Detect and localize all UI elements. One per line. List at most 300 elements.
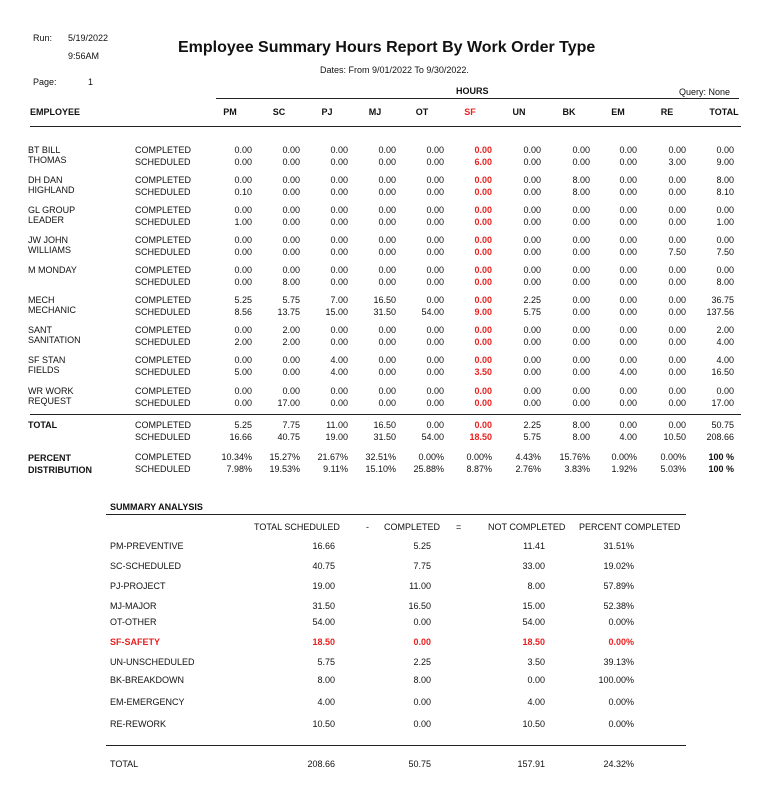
total-value: 31.50 xyxy=(373,432,396,442)
cell-value: 0.00 xyxy=(474,277,492,287)
cell-value: 9.00 xyxy=(474,307,492,317)
status-completed: COMPLETED xyxy=(135,265,192,275)
summary-row-name: PM-PREVENTIVE xyxy=(110,541,184,551)
employee-name: SANT SANITATION xyxy=(28,325,81,345)
summary-completed: 0.00 xyxy=(413,719,431,729)
employee-name: DH DAN HIGHLAND xyxy=(28,175,75,195)
cell-value: 0.00 xyxy=(426,145,444,155)
total-value: 54.00 xyxy=(421,432,444,442)
cell-value: 0.00 xyxy=(619,398,637,408)
cell-value: 0.00 xyxy=(474,145,492,155)
cell-value: 0.00 xyxy=(378,157,396,167)
status-completed: COMPLETED xyxy=(135,145,192,155)
total-rule xyxy=(30,414,741,415)
percent-value: 15.10% xyxy=(365,464,396,474)
summary-percent: 57.89% xyxy=(603,581,634,591)
summary-not-completed: 15.00 xyxy=(522,601,545,611)
cell-value: 0.00 xyxy=(572,235,590,245)
cell-value: 0.00 xyxy=(282,217,300,227)
cell-value: 0.00 xyxy=(378,205,396,215)
cell-value: 0.00 xyxy=(426,277,444,287)
summary-not-completed: 3.50 xyxy=(527,657,545,667)
percent-value: 0.00% xyxy=(466,452,492,462)
cell-value: 6.00 xyxy=(474,157,492,167)
percent-value: 21.67% xyxy=(317,452,348,462)
cell-value: 0.00 xyxy=(619,217,637,227)
total-value: 40.75 xyxy=(277,432,300,442)
cell-value: 0.00 xyxy=(474,217,492,227)
cell-value: 0.00 xyxy=(426,157,444,167)
total-value: 18.50 xyxy=(469,432,492,442)
total-value: 0.00 xyxy=(619,420,637,430)
status-scheduled: SCHEDULED xyxy=(135,367,191,377)
percent-value: 9.11% xyxy=(323,464,348,474)
total-value: 8.00 xyxy=(572,420,590,430)
cell-value: 0.00 xyxy=(668,175,686,185)
cell-value: 5.75 xyxy=(282,295,300,305)
column-header-un: UN xyxy=(512,107,526,117)
cell-value: 0.00 xyxy=(378,265,396,275)
run-label: Run: xyxy=(33,33,53,43)
summary-percent: 0.00% xyxy=(608,697,634,707)
cell-value: 1.00 xyxy=(716,217,734,227)
summary-completed: 7.75 xyxy=(413,561,431,571)
cell-value: 0.00 xyxy=(523,386,541,396)
cell-value: 0.00 xyxy=(572,205,590,215)
status-scheduled: SCHEDULED xyxy=(135,187,191,197)
column-header-em: EM xyxy=(611,107,625,117)
cell-value: 0.00 xyxy=(378,355,396,365)
total-value: 16.50 xyxy=(373,420,396,430)
total-value: 2.25 xyxy=(523,420,541,430)
cell-value: 8.00 xyxy=(572,187,590,197)
header-rule xyxy=(30,126,741,127)
percent-value: 10.34% xyxy=(221,452,252,462)
column-header-sf: SF xyxy=(464,107,476,117)
cell-value: 0.00 xyxy=(378,145,396,155)
total-value: 5.75 xyxy=(523,432,541,442)
cell-value: 0.00 xyxy=(330,235,348,245)
cell-value: 0.00 xyxy=(378,175,396,185)
cell-value: 0.00 xyxy=(330,217,348,227)
cell-value: 0.00 xyxy=(474,398,492,408)
cell-value: 0.00 xyxy=(426,205,444,215)
cell-value: 0.00 xyxy=(668,277,686,287)
cell-value: 0.00 xyxy=(619,337,637,347)
cell-value: 0.00 xyxy=(234,277,252,287)
summary-header-equals: = xyxy=(456,522,462,532)
cell-value: 0.00 xyxy=(523,187,541,197)
cell-value: 0.00 xyxy=(234,398,252,408)
column-header-total: TOTAL xyxy=(709,107,739,117)
percent-value: 2.76% xyxy=(515,464,541,474)
cell-value: 0.00 xyxy=(234,145,252,155)
cell-value: 0.00 xyxy=(330,205,348,215)
employee-name: SF STAN FIELDS xyxy=(28,355,66,375)
cell-value: 0.00 xyxy=(330,265,348,275)
cell-value: 2.00 xyxy=(234,337,252,347)
cell-value: 0.00 xyxy=(668,367,686,377)
summary-completed: 5.25 xyxy=(413,541,431,551)
cell-value: 0.00 xyxy=(572,145,590,155)
summary-percent: 100.00% xyxy=(598,675,634,685)
cell-value: 0.00 xyxy=(330,277,348,287)
cell-value: 0.00 xyxy=(378,187,396,197)
cell-value: 7.50 xyxy=(716,247,734,257)
cell-value: 0.00 xyxy=(572,295,590,305)
summary-completed: 8.00 xyxy=(413,675,431,685)
summary-not-completed: 33.00 xyxy=(522,561,545,571)
column-header-pj: PJ xyxy=(321,107,333,117)
summary-row-name: MJ-MAJOR xyxy=(110,601,157,611)
cell-value: 4.00 xyxy=(330,355,348,365)
cell-value: 0.00 xyxy=(572,398,590,408)
status-scheduled: SCHEDULED xyxy=(135,157,191,167)
cell-value: 0.00 xyxy=(378,367,396,377)
cell-value: 0.00 xyxy=(234,205,252,215)
cell-value: 16.50 xyxy=(711,367,734,377)
page-label: Page: xyxy=(33,77,57,87)
summary-not-completed: 8.00 xyxy=(527,581,545,591)
cell-value: 0.00 xyxy=(523,157,541,167)
column-header-pm: PM xyxy=(223,107,237,117)
total-value: 11.00 xyxy=(326,420,348,430)
total-value: 0.00 xyxy=(474,420,492,430)
percent-value: 15.76% xyxy=(559,452,590,462)
employee-name: JW JOHN WILLIAMS xyxy=(28,235,72,255)
cell-value: 0.00 xyxy=(619,247,637,257)
cell-value: 0.00 xyxy=(668,325,686,335)
cell-value: 4.00 xyxy=(716,337,734,347)
summary-percent: 31.51% xyxy=(603,541,634,551)
distribution-label: DISTRIBUTION xyxy=(28,465,92,475)
employee-name: MECH MECHANIC xyxy=(28,295,77,315)
summary-scheduled: 31.50 xyxy=(312,601,335,611)
cell-value: 0.00 xyxy=(668,386,686,396)
cell-value: 4.00 xyxy=(330,367,348,377)
cell-value: 0.00 xyxy=(572,277,590,287)
cell-value: 0.00 xyxy=(234,247,252,257)
cell-value: 8.00 xyxy=(716,277,734,287)
cell-value: 0.00 xyxy=(426,175,444,185)
cell-value: 0.00 xyxy=(474,355,492,365)
total-value: 0.00 xyxy=(668,420,686,430)
total-value: 7.75 xyxy=(282,420,300,430)
cell-value: 0.00 xyxy=(523,205,541,215)
percent-value: 7.98% xyxy=(226,464,252,474)
cell-value: 0.00 xyxy=(523,235,541,245)
cell-value: 0.00 xyxy=(426,235,444,245)
run-date: 5/19/2022 xyxy=(68,33,109,43)
cell-value: 0.00 xyxy=(668,145,686,155)
report-title: Employee Summary Hours Report By Work Order Type xyxy=(178,39,596,56)
cell-value: 15.00 xyxy=(325,307,348,317)
cell-value: 0.00 xyxy=(572,367,590,377)
percent-value: 5.03% xyxy=(660,464,686,474)
summary-completed: 16.50 xyxy=(408,601,431,611)
cell-value: 0.00 xyxy=(330,175,348,185)
cell-value: 0.00 xyxy=(378,398,396,408)
status-completed: COMPLETED xyxy=(135,355,192,365)
summary-row-name: OT-OTHER xyxy=(110,617,157,627)
cell-value: 0.00 xyxy=(619,205,637,215)
summary-scheduled: 54.00 xyxy=(312,617,335,627)
cell-value: 0.00 xyxy=(572,217,590,227)
status-completed: COMPLETED xyxy=(135,452,192,462)
cell-value: 0.00 xyxy=(668,355,686,365)
summary-completed: 0.00 xyxy=(413,637,431,647)
cell-value: 0.00 xyxy=(619,265,637,275)
cell-value: 0.00 xyxy=(282,235,300,245)
cell-value: 16.50 xyxy=(373,295,396,305)
percent-value: 4.43% xyxy=(515,452,541,462)
cell-value: 2.25 xyxy=(523,295,541,305)
cell-value: 0.00 xyxy=(523,145,541,155)
cell-value: 9.00 xyxy=(716,157,734,167)
cell-value: 31.50 xyxy=(373,307,396,317)
cell-value: 0.00 xyxy=(426,295,444,305)
cell-value: 0.00 xyxy=(330,398,348,408)
percent-value: 25.88% xyxy=(413,464,444,474)
cell-value: 0.00 xyxy=(234,235,252,245)
summary-row-name: SF-SAFETY xyxy=(110,637,161,647)
total-value: 8.00 xyxy=(572,432,590,442)
summary-percent: 0.00% xyxy=(608,637,634,647)
cell-value: 0.00 xyxy=(668,398,686,408)
total-value: 19.00 xyxy=(325,432,348,442)
cell-value: 0.00 xyxy=(426,386,444,396)
cell-value: 2.00 xyxy=(282,325,300,335)
cell-value: 0.00 xyxy=(619,386,637,396)
cell-value: 0.00 xyxy=(474,265,492,275)
summary-row-name: SC-SCHEDULED xyxy=(110,561,182,571)
cell-value: 0.00 xyxy=(619,355,637,365)
cell-value: 0.00 xyxy=(378,386,396,396)
cell-value: 54.00 xyxy=(421,307,444,317)
summary-scheduled: 19.00 xyxy=(312,581,335,591)
status-completed: COMPLETED xyxy=(135,175,192,185)
cell-value: 0.00 xyxy=(523,247,541,257)
summary-total-completed: 50.75 xyxy=(408,759,431,769)
column-header-mj: MJ xyxy=(368,107,382,117)
summary-header-percent: PERCENT COMPLETED xyxy=(579,522,681,532)
cell-value: 0.00 xyxy=(716,265,734,275)
cell-value: 8.00 xyxy=(572,175,590,185)
percent-label: PERCENT xyxy=(28,453,72,463)
cell-value: 0.00 xyxy=(282,247,300,257)
percent-value: 15.27% xyxy=(269,452,300,462)
summary-row-name: UN-UNSCHEDULED xyxy=(110,657,195,667)
cell-value: 0.00 xyxy=(234,265,252,275)
cell-value: 0.00 xyxy=(426,247,444,257)
summary-total-percent: 24.32% xyxy=(603,759,634,769)
cell-value: 0.00 xyxy=(378,277,396,287)
cell-value: 0.00 xyxy=(330,247,348,257)
status-scheduled: SCHEDULED xyxy=(135,217,191,227)
date-range: Dates: From 9/01/2022 To 9/30/2022. xyxy=(320,65,469,75)
cell-value: 8.10 xyxy=(716,187,734,197)
total-label: TOTAL xyxy=(28,420,58,430)
cell-value: 137.56 xyxy=(706,307,734,317)
summary-completed: 0.00 xyxy=(413,617,431,627)
column-header-re: RE xyxy=(660,107,674,117)
cell-value: 0.00 xyxy=(668,217,686,227)
cell-value: 13.75 xyxy=(277,307,300,317)
cell-value: 0.00 xyxy=(234,157,252,167)
cell-value: 0.00 xyxy=(716,386,734,396)
percent-value: 8.87% xyxy=(466,464,492,474)
cell-value: 0.00 xyxy=(668,295,686,305)
cell-value: 5.75 xyxy=(523,307,541,317)
cell-value: 0.00 xyxy=(282,265,300,275)
summary-completed: 2.25 xyxy=(413,657,431,667)
cell-value: 1.00 xyxy=(234,217,252,227)
cell-value: 0.00 xyxy=(474,325,492,335)
query-label: Query: None xyxy=(679,87,731,97)
status-scheduled: SCHEDULED xyxy=(135,464,191,474)
summary-scheduled: 8.00 xyxy=(317,675,335,685)
column-header-ot: OT xyxy=(415,107,429,117)
total-value: 5.25 xyxy=(234,420,252,430)
summary-not-completed: 54.00 xyxy=(522,617,545,627)
cell-value: 0.00 xyxy=(474,235,492,245)
cell-value: 0.00 xyxy=(330,187,348,197)
cell-value: 0.00 xyxy=(474,295,492,305)
summary-row-name: RE-REWORK xyxy=(110,719,166,729)
cell-value: 0.00 xyxy=(572,307,590,317)
cell-value: 0.00 xyxy=(426,325,444,335)
summary-completed: 0.00 xyxy=(413,697,431,707)
cell-value: 7.50 xyxy=(668,247,686,257)
status-scheduled: SCHEDULED xyxy=(135,307,191,317)
cell-value: 0.00 xyxy=(234,325,252,335)
cell-value: 5.25 xyxy=(234,295,252,305)
employee-name: GL GROUP LEADER xyxy=(28,205,76,225)
summary-not-completed: 10.50 xyxy=(522,719,545,729)
percent-value: 0.00% xyxy=(418,452,444,462)
cell-value: 8.00 xyxy=(282,277,300,287)
cell-value: 0.00 xyxy=(282,367,300,377)
summary-scheduled: 10.50 xyxy=(312,719,335,729)
summary-scheduled: 16.66 xyxy=(312,541,335,551)
employee-name: M MONDAY xyxy=(28,265,77,275)
cell-value: 0.00 xyxy=(668,337,686,347)
cell-value: 0.00 xyxy=(572,337,590,347)
cell-value: 0.00 xyxy=(716,205,734,215)
summary-rule-bottom xyxy=(106,745,686,746)
cell-value: 0.00 xyxy=(523,277,541,287)
cell-value: 0.00 xyxy=(426,217,444,227)
cell-value: 0.00 xyxy=(378,217,396,227)
cell-value: 0.00 xyxy=(474,187,492,197)
cell-value: 0.00 xyxy=(282,175,300,185)
cell-value: 0.00 xyxy=(523,398,541,408)
cell-value: 2.00 xyxy=(282,337,300,347)
cell-value: 0.00 xyxy=(619,157,637,167)
summary-header-completed: COMPLETED xyxy=(384,522,441,532)
cell-value: 0.00 xyxy=(330,386,348,396)
cell-value: 0.00 xyxy=(426,355,444,365)
cell-value: 0.10 xyxy=(234,187,252,197)
summary-not-completed: 4.00 xyxy=(527,697,545,707)
total-value: 208.66 xyxy=(706,432,734,442)
cell-value: 0.00 xyxy=(572,386,590,396)
cell-value: 0.00 xyxy=(619,145,637,155)
cell-value: 0.00 xyxy=(523,325,541,335)
cell-value: 36.75 xyxy=(711,295,734,305)
summary-title: SUMMARY ANALYSIS xyxy=(110,502,203,512)
cell-value: 0.00 xyxy=(282,205,300,215)
cell-value: 0.00 xyxy=(523,355,541,365)
status-completed: COMPLETED xyxy=(135,420,192,430)
cell-value: 0.00 xyxy=(668,205,686,215)
summary-header-not-completed: NOT COMPLETED xyxy=(488,522,566,532)
cell-value: 8.00 xyxy=(716,175,734,185)
cell-value: 0.00 xyxy=(234,355,252,365)
cell-value: 0.00 xyxy=(426,265,444,275)
cell-value: 17.00 xyxy=(711,398,734,408)
status-scheduled: SCHEDULED xyxy=(135,247,191,257)
employee-name: BT BILL THOMAS xyxy=(28,145,67,165)
cell-value: 0.00 xyxy=(523,367,541,377)
cell-value: 0.00 xyxy=(668,187,686,197)
cell-value: 0.00 xyxy=(378,247,396,257)
cell-value: 0.00 xyxy=(619,325,637,335)
cell-value: 0.00 xyxy=(378,337,396,347)
total-value: 0.00 xyxy=(426,420,444,430)
percent-value: 100 % xyxy=(708,464,734,474)
percent-value: 19.53% xyxy=(269,464,300,474)
status-scheduled: SCHEDULED xyxy=(135,398,191,408)
cell-value: 0.00 xyxy=(330,325,348,335)
cell-value: 0.00 xyxy=(426,187,444,197)
percent-value: 3.83% xyxy=(564,464,590,474)
summary-scheduled: 5.75 xyxy=(317,657,335,667)
total-value: 10.50 xyxy=(663,432,686,442)
summary-not-completed: 18.50 xyxy=(522,637,545,647)
status-completed: COMPLETED xyxy=(135,205,192,215)
cell-value: 0.00 xyxy=(474,205,492,215)
summary-completed: 11.00 xyxy=(409,581,431,591)
cell-value: 0.00 xyxy=(474,337,492,347)
cell-value: 8.56 xyxy=(234,307,252,317)
cell-value: 17.00 xyxy=(277,398,300,408)
cell-value: 3.00 xyxy=(668,157,686,167)
summary-total-not-completed: 157.91 xyxy=(517,759,545,769)
cell-value: 0.00 xyxy=(474,175,492,185)
percent-value: 0.00% xyxy=(660,452,686,462)
cell-value: 0.00 xyxy=(282,355,300,365)
cell-value: 4.00 xyxy=(716,355,734,365)
status-completed: COMPLETED xyxy=(135,235,192,245)
cell-value: 0.00 xyxy=(668,307,686,317)
column-header-sc: SC xyxy=(272,107,286,117)
percent-value: 1.92% xyxy=(611,464,637,474)
cell-value: 0.00 xyxy=(426,367,444,377)
status-scheduled: SCHEDULED xyxy=(135,337,191,347)
summary-scheduled: 40.75 xyxy=(312,561,335,571)
cell-value: 0.00 xyxy=(426,337,444,347)
cell-value: 0.00 xyxy=(572,355,590,365)
cell-value: 0.00 xyxy=(474,386,492,396)
cell-value: 0.00 xyxy=(234,386,252,396)
total-value: 50.75 xyxy=(711,420,734,430)
cell-value: 0.00 xyxy=(619,175,637,185)
cell-value: 0.00 xyxy=(523,265,541,275)
cell-value: 0.00 xyxy=(282,386,300,396)
cell-value: 0.00 xyxy=(619,235,637,245)
page-number: 1 xyxy=(88,77,94,87)
